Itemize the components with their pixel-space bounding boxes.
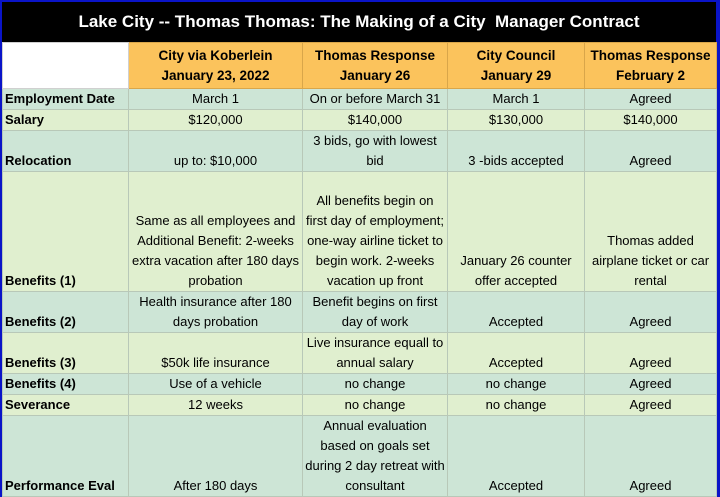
table-row [3,333,717,374]
header-line1: Thomas Response [314,47,436,63]
header-thomas-response-1 [303,43,448,89]
contract-table [2,42,717,497]
header-line1: City via Koberlein [158,47,273,63]
row-label: Performance Eval [3,416,129,497]
header-line2: January 26 [339,67,411,83]
table-cell: January 26 counter offer accepted [448,172,585,292]
row-label: Benefits (3) [3,333,129,374]
header-line1: Thomas Response [590,47,711,63]
corner-cell [3,43,129,89]
table-row [3,395,717,416]
header-line2: February 2 [615,67,686,83]
table-row [3,131,717,172]
table-cell: 3 bids, go with lowest bid [303,131,448,172]
table-cell: Same as all employees and Additional Benefit: 2-weeks extra vacation after 180 days probation [129,172,303,292]
header-thomas-response-2 [585,43,717,89]
table-cell: Agreed [585,89,717,110]
table-cell: no change [448,374,585,395]
table-cell: Health insurance after 180 days probation [129,292,303,333]
table-cell: Accepted [448,333,585,374]
table-cell: March 1 [129,89,303,110]
table-cell: $140,000 [303,110,448,131]
header-line2: January 23, 2022 [161,67,270,83]
document-frame [2,2,716,493]
table-row [3,89,717,110]
table-cell: Agreed [585,131,717,172]
table-cell: 3 -bids accepted [448,131,585,172]
header-city-koberlein [129,43,303,89]
table-cell: up to: $10,000 [129,131,303,172]
row-label: Severance [3,395,129,416]
table-cell: Agreed [585,395,717,416]
header-line1: City Council [476,47,556,63]
table-cell: no change [448,395,585,416]
page-title: Lake City -- Thomas Thomas: The Making of a City Manager Contract [2,2,716,42]
header-row [3,43,717,89]
row-label: Employment Date [3,89,129,110]
row-label: Benefits (1) [3,172,129,292]
table-cell: no change [303,395,448,416]
table-cell: March 1 [448,89,585,110]
table-row [3,172,717,292]
table-cell: All benefits begin on first day of employment; one-way airline ticket to begin work. 2-weeks vacation up front [303,172,448,292]
table-cell: Accepted [448,292,585,333]
table-cell: On or before March 31 [303,89,448,110]
table-row [3,416,717,497]
table-cell: After 180 days [129,416,303,497]
table-cell: $50k life insurance [129,333,303,374]
table-cell: Agreed [585,416,717,497]
table-cell: $130,000 [448,110,585,131]
row-label: Relocation [3,131,129,172]
row-label: Salary [3,110,129,131]
table-cell: Agreed [585,292,717,333]
table-cell: Benefit begins on first day of work [303,292,448,333]
table-cell: $140,000 [585,110,717,131]
table-cell: Agreed [585,333,717,374]
table-cell: Thomas added airplane ticket or car rental [585,172,717,292]
header-city-council [448,43,585,89]
table-cell: Accepted [448,416,585,497]
row-label: Benefits (4) [3,374,129,395]
table-row [3,110,717,131]
table-cell: Use of a vehicle [129,374,303,395]
table-cell: Agreed [585,374,717,395]
table-cell: no change [303,374,448,395]
table-cell: Annual evaluation based on goals set during 2 day retreat with consultant [303,416,448,497]
table-row [3,292,717,333]
table-cell: 12 weeks [129,395,303,416]
row-label: Benefits (2) [3,292,129,333]
table-cell: Live insurance equall to annual salary [303,333,448,374]
header-line2: January 29 [480,67,552,83]
table-cell: $120,000 [129,110,303,131]
table-row [3,374,717,395]
